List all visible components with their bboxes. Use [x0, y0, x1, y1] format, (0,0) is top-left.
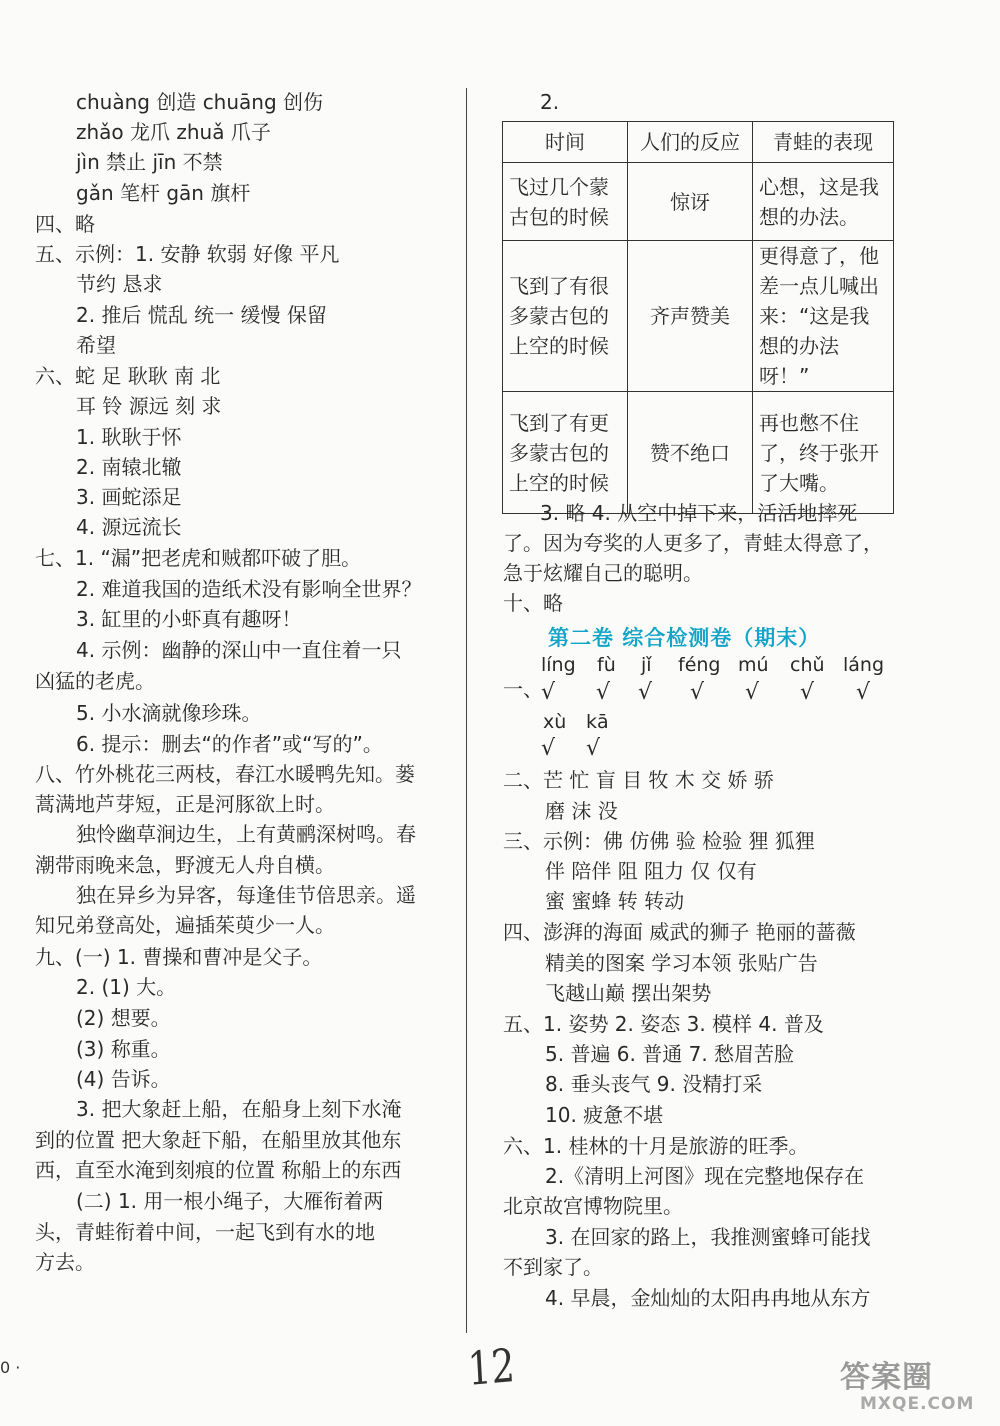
table-cell [503, 392, 628, 514]
cell-line: 了大嘴。 [759, 470, 839, 495]
table-cell [753, 163, 894, 241]
check-icon: √ [596, 680, 611, 705]
cell-line: 更得意了，他 [759, 244, 879, 268]
text-line: 1. 耿耿于怀 [76, 425, 182, 449]
cell-line: 上空的时候 [509, 334, 609, 358]
watermark-text: 答案圈 [840, 1360, 933, 1395]
table-row [503, 163, 894, 241]
check-icon: √ [638, 680, 653, 705]
text-line: 十、略 [503, 591, 563, 615]
text-line: 4. 早晨，金灿灿的太阳冉冉地从东方 [545, 1286, 871, 1310]
text-line: 2. 难道我国的造纸术没有影响全世界？ [76, 577, 422, 601]
text-line: 六、1. 桂林的十月是旅游的旺季。 [503, 1134, 809, 1158]
text-line: 飞越山巅 摆出架势 [545, 981, 712, 1005]
text-line: 蜜 蜜蜂 转 转动 [545, 889, 685, 913]
text-line: 3. 画蛇添足 [76, 485, 182, 509]
check-icon: √ [541, 736, 556, 761]
question-label: 一、 [503, 677, 543, 701]
text-line: 七、1. “漏”把老虎和贼都吓破了胆。 [35, 546, 362, 570]
table-row [503, 241, 894, 392]
pinyin: xù [543, 711, 567, 733]
cell-line: 多蒙古包的 [509, 440, 609, 465]
check-icon: √ [856, 680, 871, 705]
text-line: 潮带雨晚来急，野渡无人舟自横。 [35, 853, 335, 877]
watermark-logo [832, 1352, 992, 1422]
table-cell: 齐声赞美 [628, 241, 753, 392]
table-cell: 惊讶 [628, 163, 753, 241]
text-line: 三、示例：佛 仿佛 验 检验 狸 狐狸 [503, 829, 815, 853]
cell-line: 差一点儿喊出 [759, 274, 879, 298]
text-line: 独怜幽草涧边生，上有黄鹂深树鸣。春 [76, 822, 416, 846]
page-number: 0 · [0, 1358, 21, 1377]
check-icon: √ [800, 680, 815, 705]
section-title: 第二卷 综合检测卷（期末） [548, 626, 821, 650]
text-line: 2. 南辕北辙 [76, 455, 182, 479]
table-label: 2. [540, 90, 560, 114]
text-line: 二、芒 忙 盲 目 牧 木 交 娇 骄 [503, 768, 774, 792]
cell-line: 再也憋不住 [759, 410, 859, 435]
text-line: 四、略 [35, 212, 95, 236]
table-cell [753, 392, 894, 514]
text-line: (二) 1. 用一根小绳子，大雁衔着两 [76, 1189, 384, 1213]
cell-line: 想的办法。 [759, 204, 859, 229]
table-row [503, 392, 894, 514]
column-divider [466, 88, 467, 1333]
text-line: 五、示例：1. 安静 软弱 好像 平凡 [35, 242, 340, 266]
pinyin: féng [678, 654, 721, 676]
text-line: 凶猛的老虎。 [35, 669, 155, 693]
pinyin: láng [843, 654, 885, 676]
text-line: 2. (1) 大。 [76, 975, 177, 999]
text-line: zhǎo 龙爪 zhuǎ 爪子 [76, 120, 271, 144]
text-line: gǎn 笔杆 gān 旗杆 [76, 181, 251, 205]
text-line: 八、竹外桃花三两枝，春江水暖鸭先知。蒌 [35, 762, 415, 786]
text-line: 3. 略 4. 从空中掉下来，活活地摔死 [540, 501, 858, 525]
text-line: 西，直至水淹到刻痕的位置 称船上的东西 [35, 1158, 402, 1182]
text-line: 节约 恳求 [76, 272, 163, 296]
table-header-row [503, 122, 894, 163]
check-icon: √ [690, 680, 705, 705]
pinyin: kā [586, 711, 609, 733]
text-line: jìn 禁止 jīn 不禁 [76, 150, 223, 174]
pinyin: chǔ [790, 654, 825, 676]
cell-line: 飞过几个蒙 [509, 174, 609, 199]
cell-line: 多蒙古包的 [509, 304, 609, 328]
pinyin: jǐ [641, 654, 652, 676]
table-header-cell: 时间 [503, 122, 628, 163]
cell-line: 来：“这是我 [759, 304, 870, 328]
text-line: 五、1. 姿势 2. 姿态 3. 模样 4. 普及 [503, 1012, 824, 1036]
text-line: 了。因为夸奖的人更多了，青蛙太得意了， [503, 531, 883, 555]
text-line: chuàng 创造 chuāng 创伤 [76, 90, 324, 114]
cell-line: 了，终于张开 [759, 440, 879, 465]
text-line: 伴 陪伴 阻 阻力 仅 仅有 [545, 859, 757, 883]
text-line: 到的位置 把大象赶下船，在船里放其他东 [35, 1128, 402, 1152]
answer-table [502, 121, 894, 514]
table-header-cell: 青蛙的表现 [753, 122, 894, 163]
text-line: 耳 铃 源远 刻 求 [76, 394, 222, 418]
text-line: 四、澎湃的海面 威武的狮子 艳丽的蔷薇 [503, 920, 856, 944]
text-line: 2. 推后 慌乱 统一 缓慢 保留 [76, 303, 327, 327]
text-line: 蒿满地芦芽短，正是河豚欲上时。 [35, 792, 335, 816]
table-cell: 赞不绝口 [628, 392, 753, 514]
text-line: 3. 在回家的路上，我推测蜜蜂可能找 [545, 1225, 871, 1249]
text-line: 头，青蛙衔着中间，一起飞到有水的地 [35, 1220, 375, 1244]
text-line: 北京故宫博物院里。 [503, 1194, 683, 1218]
table-header-cell: 人们的反应 [628, 122, 753, 163]
text-line: 六、蛇 足 耿耿 南 北 [35, 364, 221, 388]
cell-line: 心想，这是我 [759, 174, 879, 199]
pinyin: fù [597, 654, 616, 676]
check-icon: √ [586, 736, 601, 761]
cell-line: 想的办法呀！” [759, 334, 839, 388]
text-line: 精美的图案 学习本领 张贴广告 [545, 951, 818, 975]
cell-line: 飞到了有很 [509, 274, 609, 298]
text-line: 希望 [76, 333, 116, 357]
text-line: 知兄弟登高处，遍插茱萸少一人。 [35, 913, 335, 937]
text-line: 10. 疲惫不堪 [545, 1103, 664, 1127]
table-cell [503, 241, 628, 392]
handwritten-page-number: 12 [466, 1338, 517, 1396]
text-line: (3) 称重。 [76, 1037, 171, 1061]
cell-line: 飞到了有更 [509, 410, 609, 435]
text-line: 8. 垂头丧气 9. 没精打采 [545, 1072, 763, 1096]
text-line: 不到家了。 [503, 1255, 603, 1279]
text-line: 5. 普遍 6. 普通 7. 愁眉苦脸 [545, 1042, 795, 1066]
text-line: 磨 沫 没 [545, 799, 618, 823]
table-cell [753, 241, 894, 392]
text-line: 急于炫耀自己的聪明。 [503, 561, 703, 585]
cell-line: 古包的时候 [509, 204, 609, 229]
table-cell [503, 163, 628, 241]
text-line: 5. 小水滴就像珍珠。 [76, 701, 262, 725]
pinyin: líng [541, 654, 576, 676]
check-icon: √ [745, 680, 760, 705]
text-line: 4. 示例：幽静的深山中一直住着一只 [76, 638, 402, 662]
text-line: 6. 提示：删去“的作者”或“写的”。 [76, 732, 383, 756]
cell-line: 上空的时候 [509, 470, 609, 495]
check-icon: √ [541, 680, 556, 705]
text-line: 方去。 [35, 1250, 95, 1274]
text-line: 独在异乡为异客，每逢佳节倍思亲。遥 [76, 883, 416, 907]
text-line: 2.《清明上河图》现在完整地保存在 [545, 1164, 865, 1188]
pinyin: mú [738, 654, 769, 676]
text-line: (2) 想要。 [76, 1006, 171, 1030]
watermark-url: MXQE.COM [860, 1394, 975, 1414]
text-line: 3. 缸里的小虾真有趣呀！ [76, 607, 302, 631]
text-line: 九、(一) 1. 曹操和曹冲是父子。 [35, 945, 323, 969]
text-line: 4. 源远流长 [76, 515, 182, 539]
text-line: (4) 告诉。 [76, 1067, 171, 1091]
text-line: 3. 把大象赶上船，在船身上刻下水淹 [76, 1097, 402, 1121]
